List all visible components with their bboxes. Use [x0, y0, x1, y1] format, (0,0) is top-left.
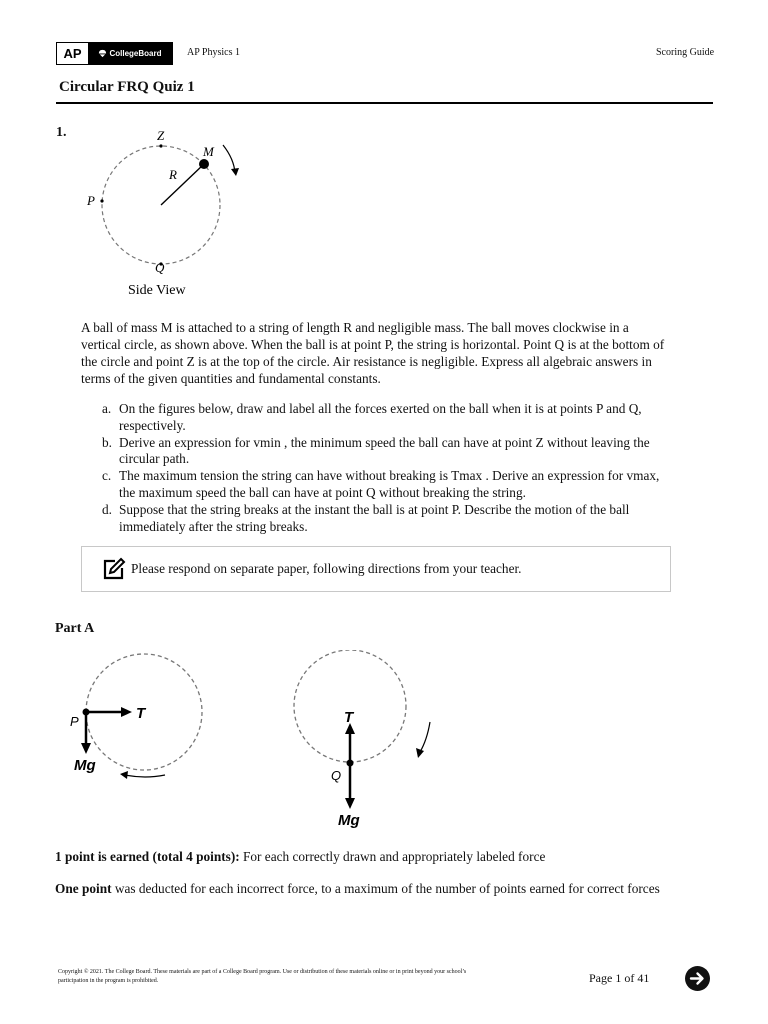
string-line [161, 164, 204, 205]
scoring-bold: 1 point is earned (total 4 points): [55, 849, 240, 864]
respond-note-box [81, 546, 671, 592]
point-z-dot [159, 144, 162, 147]
question-stem: A ball of mass M is attached to a string of length R and negligible mass. The ball moves clockwise in a vertical circle, as shown above. When the ball is at point P, the string is horizontal. Point Q is at the bottom of the circle and point Z is at the top of the circle. Air resistance is negligible. Express all algebraic answers in terms of the given quantities and fundamental constants. [81, 320, 665, 386]
label-m: M [203, 144, 214, 159]
ccw-arrow [125, 775, 165, 777]
copyright-notice: Copyright © 2021. The College Board. These materials are part of a College Board program. Use or distribution of these materials online or in print beyond your school’s participation in the program is prohibited. [58, 969, 467, 984]
title-divider [56, 102, 713, 104]
next-page-button[interactable] [685, 966, 710, 991]
part-b: b. Derive an expression for vmin , the minimum speed the ball can have at point Z without leaving the circular path. [102, 434, 650, 467]
point-p-dot [100, 199, 103, 202]
weight-arrowhead-p [81, 743, 91, 754]
part-a-heading: Part A [55, 621, 95, 636]
right-label-t: T [344, 709, 354, 726]
left-label-mg: Mg [74, 757, 96, 774]
respond-note-text: Please respond on separate paper, following directions from your teacher. [131, 561, 522, 576]
part-c: c. The maximum tension the string can have without breaking is Tmax . Derive an expression for vmax, the maximum speed the ball can have at point Q without breaking the string. [102, 468, 660, 500]
force-diagrams-figure [55, 650, 435, 832]
label-p: P [87, 193, 95, 208]
right-label-mg: Mg [338, 812, 360, 829]
scoring-criteria [55, 849, 545, 865]
ccw-arrowhead [120, 771, 128, 779]
ap-logo-mark: AP [57, 43, 88, 64]
right-label-q: Q [331, 768, 342, 783]
label-q: Q [155, 260, 165, 275]
left-label-p: P [70, 714, 79, 729]
deduction-bold: One point [55, 881, 112, 896]
question-number: 1. [56, 125, 67, 140]
collegeboard-logo-mark [88, 43, 172, 64]
course-name: AP Physics 1 [187, 47, 240, 58]
collegeboard-text: CollegeBoard [109, 49, 162, 58]
figure-caption: Side View [128, 283, 186, 298]
side-view-figure [80, 125, 245, 300]
edit-icon [102, 557, 126, 581]
part-d: d. Suppose that the string breaks at the instant the ball is at point P. Describe the motion of the ball immediately after the string breaks. [102, 501, 630, 534]
ap-collegeboard-logo [56, 42, 173, 65]
label-z: Z [157, 128, 165, 143]
guide-label: Scoring Guide [656, 47, 715, 58]
page-number: Page 1 of 41 [589, 971, 650, 985]
arrow-right-icon [685, 966, 710, 991]
deduction-note [55, 881, 660, 897]
left-label-t: T [136, 705, 146, 722]
cw-arrowhead [416, 748, 424, 758]
part-a: a. On the figures below, draw and label all the forces exerted on the ball when it is at points P and Q, respectively. [102, 401, 642, 433]
cw-arrow [420, 722, 430, 752]
ball-m [199, 159, 209, 169]
deduction-text: was deducted for each incorrect force, to a maximum of the number of points earned for correct forces [111, 881, 660, 896]
page-title: Circular FRQ Quiz 1 [59, 79, 195, 95]
tension-arrowhead-p [121, 707, 132, 717]
label-r: R [169, 167, 177, 182]
acorn-icon [98, 49, 107, 58]
scoring-text: For each correctly drawn and appropriately labeled force [239, 849, 546, 864]
weight-arrowhead-q [345, 798, 355, 809]
question-parts [86, 401, 671, 535]
clockwise-arrowhead [231, 168, 239, 176]
